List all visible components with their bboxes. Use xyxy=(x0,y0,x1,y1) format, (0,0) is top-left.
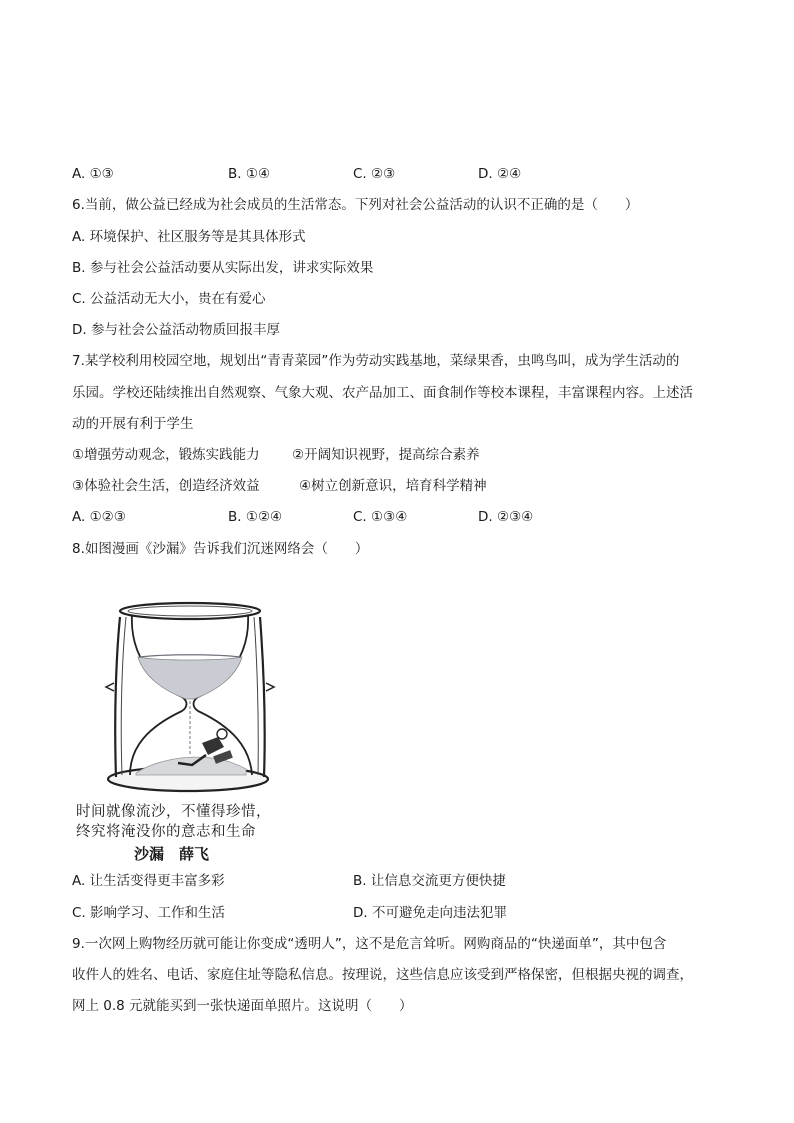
q5-option-a[interactable]: A. ①③ xyxy=(72,166,114,182)
q7-option-a[interactable]: A. ①②③ xyxy=(72,509,126,525)
q8-option-a[interactable]: A. 让生活变得更丰富多彩 xyxy=(72,873,225,889)
cartoon-title: 沙漏 薛飞 xyxy=(134,845,210,863)
q6-stem: 6.当前，做公益已经成为社会成员的生活常态。下列对社会公益活动的认识不正确的是（ ） xyxy=(72,197,639,213)
q5-option-d[interactable]: D. ②④ xyxy=(478,166,522,182)
q9-stem-line-3: 网上 0.8 元就能买到一张快递面单照片。这说明（ ） xyxy=(72,998,413,1014)
q7-item-4: ④树立创新意识，培育科学精神 xyxy=(299,478,487,494)
q7-item-3: ③体验社会生活，创造经济效益 xyxy=(72,478,260,494)
cartoon-caption-line-1: 时间就像流沙，不懂得珍惜， xyxy=(76,804,271,820)
q9-stem-line-1: 9.一次网上购物经历就可能让你变成“透明人”，这不是危言耸听。网购商品的“快递面单”，其中包含 xyxy=(72,936,667,952)
q8-stem: 8.如图漫画《沙漏》告诉我们沉迷网络会（ ） xyxy=(72,541,369,557)
q9-stem-line-2: 收件人的姓名、电话、家庭住址等隐私信息。按理说，这些信息应该受到严格保密，但根据央视的调查， xyxy=(72,967,693,983)
q6-option-c[interactable]: C. 公益活动无大小，贵在有爱心 xyxy=(72,291,266,307)
q8-option-b[interactable]: B. 让信息交流更方便快捷 xyxy=(353,873,506,889)
q5-option-c[interactable]: C. ②③ xyxy=(353,166,396,182)
q7-stem-line-3: 动的开展有利于学生 xyxy=(72,416,194,432)
q7-stem-line-1: 7.某学校利用校园空地，规划出“青青菜园”作为劳动实践基地，菜绿果香，虫鸣鸟叫，成为学生活动的 xyxy=(72,353,680,369)
q7-option-b[interactable]: B. ①②④ xyxy=(228,509,283,525)
q7-item-2: ②开阔知识视野，提高综合素养 xyxy=(292,447,480,463)
q6-option-b[interactable]: B. 参与社会公益活动要从实际出发，讲求实际效果 xyxy=(72,260,374,276)
q7-option-d[interactable]: D. ②③④ xyxy=(478,509,534,525)
q5-option-b[interactable]: B. ①④ xyxy=(228,166,271,182)
q7-stem-line-2: 乐园。学校还陆续推出自然观察、气象大观、农产品加工、面食制作等校本课程，丰富课程内容。上述活 xyxy=(72,385,693,401)
q6-option-d[interactable]: D. 参与社会公益活动物质回报丰厚 xyxy=(72,322,280,338)
q7-option-c[interactable]: C. ①③④ xyxy=(353,509,408,525)
q7-item-1: ①增强劳动观念，锻炼实践能力 xyxy=(72,447,260,463)
q8-option-d[interactable]: D. 不可避免走向违法犯罪 xyxy=(353,905,507,921)
cartoon-caption-line-2: 终究将淹没你的意志和生命 xyxy=(76,824,256,840)
q8-option-c[interactable]: C. 影响学习、工作和生活 xyxy=(72,905,226,921)
q6-option-a[interactable]: A. 环境保护、社区服务等是其具体形式 xyxy=(72,229,306,245)
